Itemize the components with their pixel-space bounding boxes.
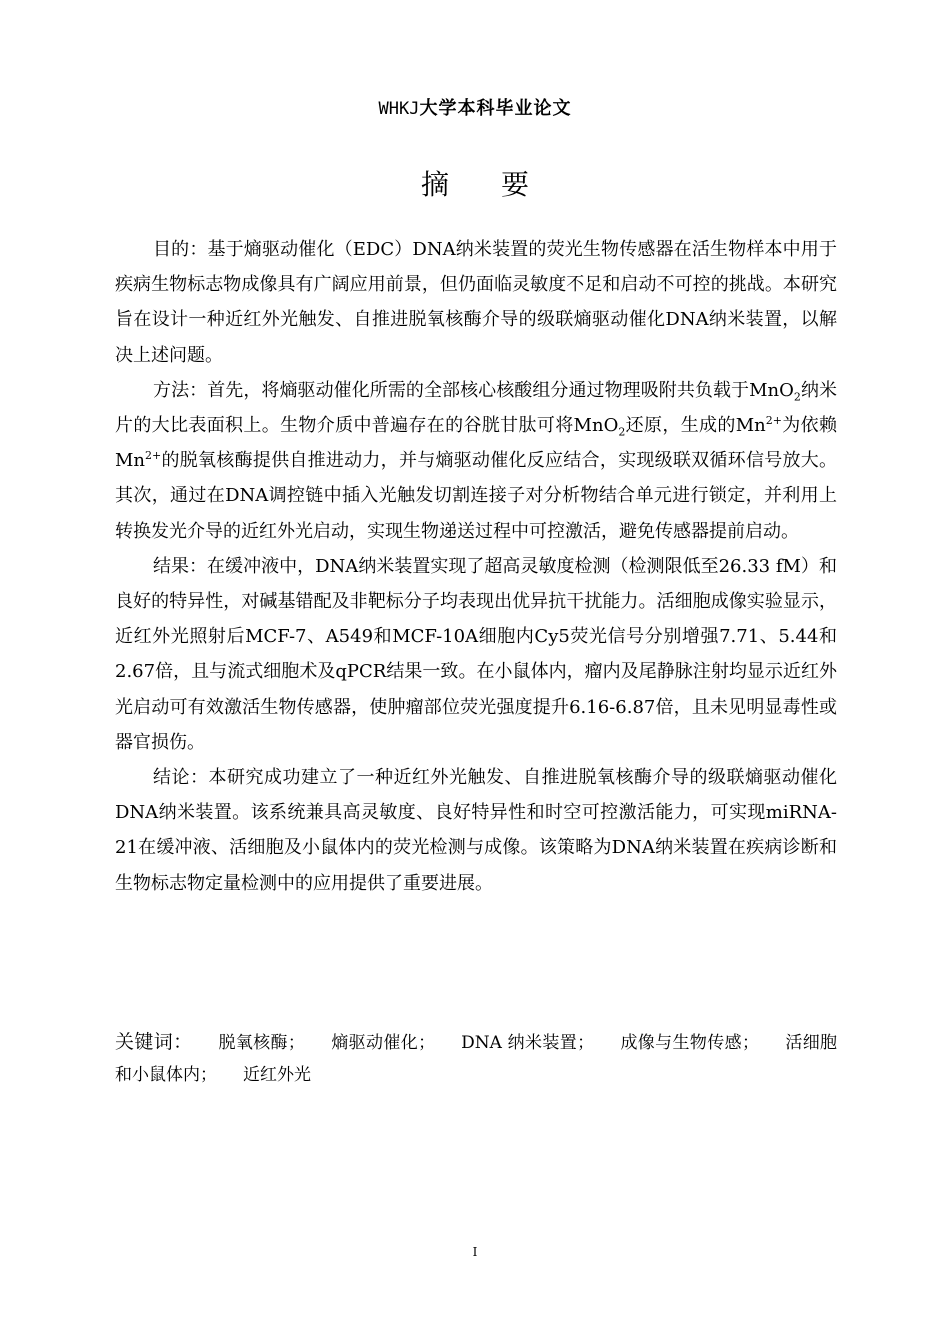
keywords-block — [115, 1026, 837, 1091]
header-cn: 大学本科毕业论文 — [419, 98, 572, 119]
abstract-title: 摘要 — [420, 168, 581, 201]
thesis-header — [0, 94, 950, 120]
abstract-body — [115, 232, 837, 901]
paragraph-conclusion: 结论：本研究成功建立了一种近红外光触发、自推进脱氧核酶介导的级联熵驱动催化DNA纳米装置。该系统兼具高灵敏度、良好特异性和时空可控激活能力，可实现miRNA-21在缓冲液、活细胞及小鼠体内的荧光检测与成像。该策略为DNA纳米装置在疾病诊断和生物标志物定量检测中的应用提供了重要进展。 — [115, 767, 837, 894]
keyword-item: 成像与生物传感； — [620, 1033, 759, 1053]
keyword-item: 近红外光 — [243, 1065, 311, 1085]
paragraph-results: 结果：在缓冲液中，DNA纳米装置实现了超高灵敏度检测（检测限低至26.33 fM）和良好的特异性，对碱基错配及非靶标分子均表现出优异抗干扰能力。活细胞成像实验显示，近红外光照射后MCF-7、A549和MCF-10A细胞内Cy5荧光信号分别增强7.71、5.44和2.67倍，且与流式细胞术及qPCR结果一致。在小鼠体内，瘤内及尾静脉注射均显示近红外光启动可有效激活生物传感器，使肿瘤部位荧光强度提升6.16-6.87倍，且未见明显毒性或器官损伤。 — [115, 555, 837, 753]
keywords-label: 关键词： — [115, 1031, 193, 1053]
keyword-item: 脱氧核酶； — [218, 1033, 305, 1053]
methods-sup-2: 2+ — [145, 449, 162, 463]
page-number: I — [472, 1245, 478, 1259]
methods-sup-1: 2+ — [765, 414, 782, 428]
methods-text-3: 还原，生成的Mn — [625, 415, 766, 437]
methods-text-1: 方法：首先，将熵驱动催化所需的全部核心核酸组分通过物理吸附共负载于MnO — [153, 379, 794, 401]
paragraph-purpose: 目的：基于熵驱动催化（EDC）DNA纳米装置的荧光生物传感器在活生物样本中用于疾病生物标志物成像具有广阔应用前景，但仍面临灵敏度不足和启动不可控的挑战。本研究旨在设计一种近红外光触发、自推进脱氧核酶介导的级联熵驱动催化DNA纳米装置，以解决上述问题。 — [115, 239, 837, 366]
header-latin: WHKJ — [378, 99, 420, 119]
keyword-item: DNA 纳米装置； — [461, 1033, 595, 1053]
methods-text-2: 纳米片的大比表面积上。生物介质中普遍存在的谷胱甘肽可将MnO — [115, 379, 838, 437]
methods-text-4: 为依赖Mn — [115, 415, 837, 472]
methods-text-5: 的脱氧核酶提供自推进动力，并与熵驱动催化反应结合，实现级联双循环信号放大。其次，通过在DNA调控链中插入光触发切割连接子对分析物结合单元进行锁定，并利用上转换发光介导的近红外光启动，实现生物递送过程中可控激活，避免传感器提前启动。 — [115, 450, 837, 542]
keyword-item: 熵驱动催化； — [330, 1033, 436, 1053]
methods-sub-1: 2 — [793, 390, 801, 404]
paragraph-methods — [115, 373, 837, 549]
methods-sub-2: 2 — [618, 425, 626, 439]
keyword-item: 活细胞和小鼠体内； — [115, 1033, 838, 1085]
